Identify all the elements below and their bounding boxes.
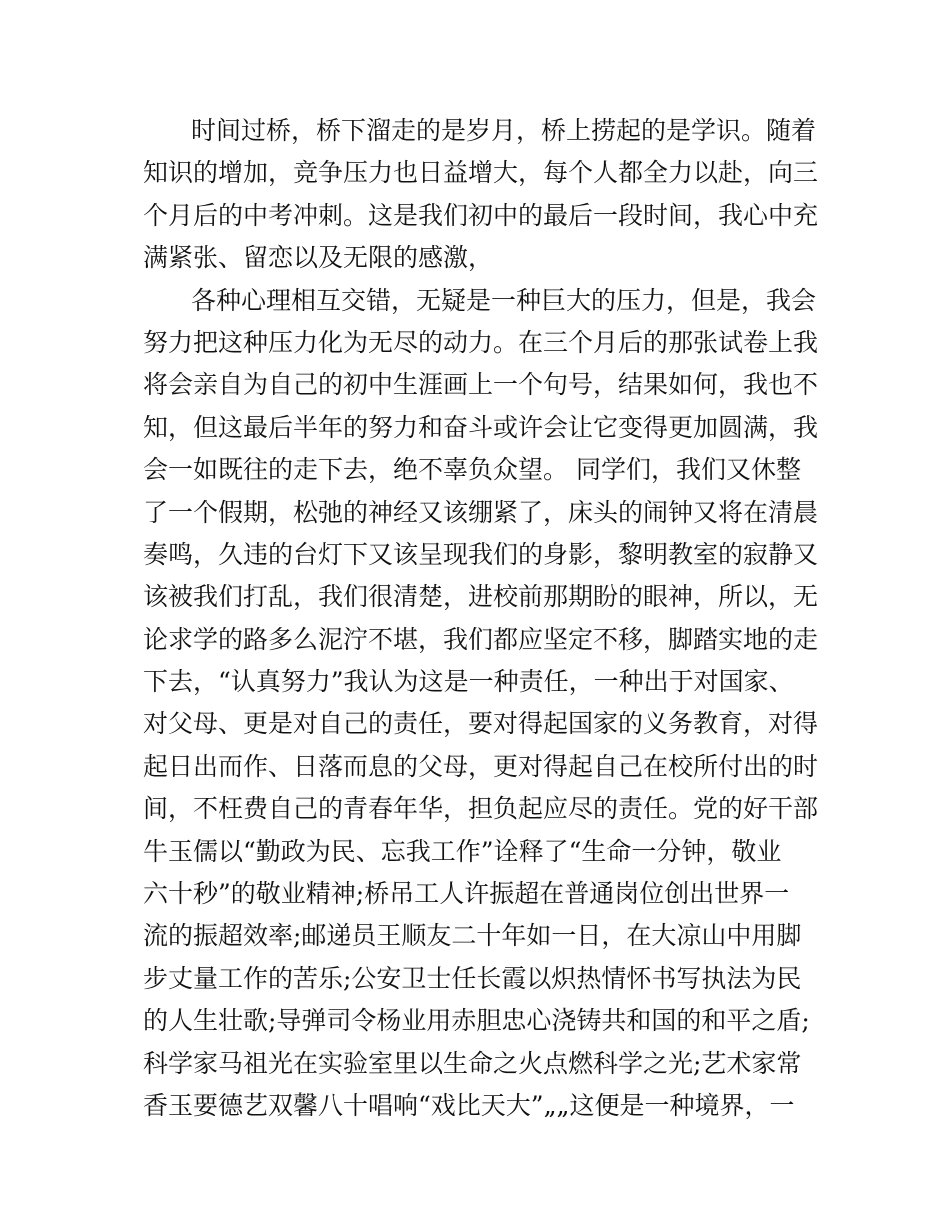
text-line: 将会亲自为自己的初中生涯画上一个句号，结果如何，我也不	[143, 370, 819, 400]
text-line: 各种心理相互交错，无疑是一种巨大的压力，但是，我会	[191, 285, 817, 315]
text-line: 知识的增加，竞争压力也日益增大，每个人都全力以赴，向三	[143, 158, 819, 188]
text-line: 香玉要德艺双馨八十唱响“戏比天大”„„这便是一种境界，一	[143, 1090, 795, 1120]
text-line: 科学家马祖光在实验室里以生命之火点燃科学之光;艺术家常	[143, 1048, 802, 1078]
text-line: 满紧张、留恋以及无限的感激，	[143, 243, 494, 273]
text-line: 下去，“认真努力”我认为这是一种责任，一种出于对国家、	[143, 667, 794, 697]
text-line: 的人生壮歌;导弹司令杨业用赤胆忠心浇铸共和国的和平之盾;	[143, 1006, 810, 1036]
text-line: 该被我们打乱，我们很清楚，进校前那期盼的眼神，所以，无	[143, 582, 819, 612]
text-line: 起日出而作、日落而息的父母，更对得起自己在校所付出的时	[143, 751, 819, 781]
text-line: 个月后的中考冲刺。这是我们初中的最后一段时间，我心中充	[143, 200, 819, 230]
text-line: 了一个假期，松弛的神经又该绷紧了，床头的闹钟又将在清晨	[143, 497, 819, 527]
text-line: 步丈量工作的苦乐;公安卫士任长霞以炽热情怀书写执法为民	[143, 963, 802, 993]
text-line: 流的振超效率;邮递员王顺友二十年如一日，在大凉山中用脚	[143, 921, 802, 951]
text-line: 牛玉儒以“勤政为民、忘我工作”诠释了“生命一分钟，敬业	[143, 836, 782, 866]
text-line: 论求学的路多么泥泞不堪，我们都应坚定不移，脚踏实地的走	[143, 624, 819, 654]
text-line: 努力把这种压力化为无尽的动力。在三个月后的那张试卷上我	[143, 327, 819, 357]
text-line: 会一如既往的走下去，绝不辜负众望。 同学们，我们又休整	[143, 455, 801, 485]
text-line: 知，但这最后半年的努力和奋斗或许会让它变得更加圆满，我	[143, 412, 819, 442]
body-text	[143, 110, 823, 1127]
text-line: 奏鸣，久违的台灯下又该呈现我们的身影，黎明教室的寂静又	[143, 539, 819, 569]
text-line: 对父母、更是对自己的责任，要对得起国家的义务教育，对得	[143, 709, 819, 739]
text-line: 间，不枉费自己的青春年华，担负起应尽的责任。党的好干部	[143, 794, 819, 824]
text-line: 六十秒”的敬业精神;桥吊工人许振超在普通岗位创出世界一	[143, 879, 790, 909]
text-line: 时间过桥，桥下溜走的是岁月，桥上捞起的是学识。随着	[191, 116, 817, 145]
